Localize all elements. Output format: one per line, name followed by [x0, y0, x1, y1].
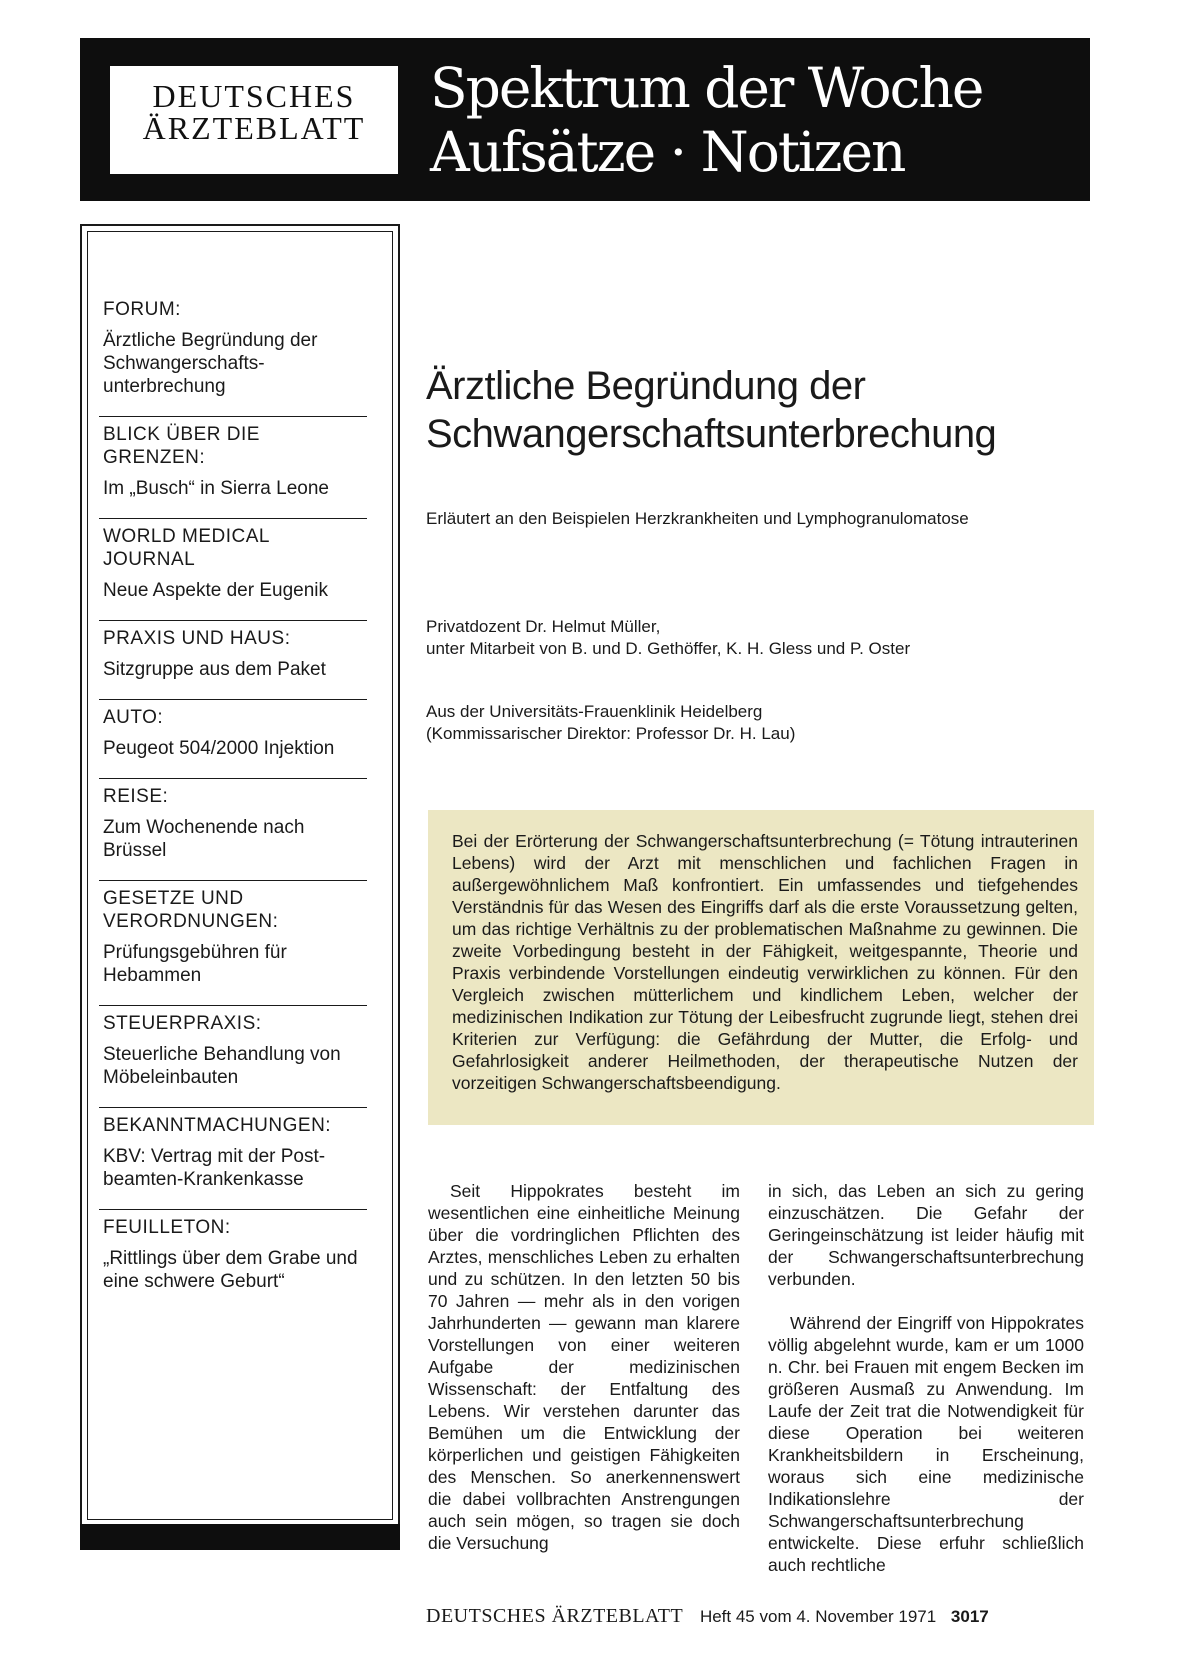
- page-footer: [426, 1604, 1090, 1629]
- toc-title: Sitzgruppe aus dem Paket: [103, 659, 326, 680]
- section-title-line-1: Spektrum der Woche: [430, 56, 983, 120]
- toc-category: REISE:: [103, 786, 169, 807]
- toc-title: Im „Busch“ in Sierra Leone: [103, 478, 329, 499]
- footer-issue: Heft 45 vom 4. November 1971: [699, 1607, 937, 1626]
- coauthors-line: unter Mitarbeit von B. und D. Gethöffer, K. H. Gless und P. Oster: [426, 639, 911, 658]
- article-affiliation: [426, 701, 1106, 745]
- toc-category: WORLD MEDICAL JOURNAL: [103, 526, 270, 570]
- toc-section: [99, 779, 367, 881]
- toc-section: [99, 1108, 367, 1210]
- affiliation-line: Aus der Universitäts-Frauenklinik Heidelberg: [426, 702, 763, 721]
- author-line: Privatdozent Dr. Helmut Müller,: [426, 617, 661, 636]
- body-paragraph: in sich, das Leben an sich zu gering einzuschätzen. Die Gefahr der Geringeinschätzung ist leider häufig mit der Schwangerschaftsunterbrechung verbunden.: [768, 1181, 1084, 1289]
- toc-section: [99, 1006, 367, 1108]
- masthead: [80, 38, 1090, 201]
- article-title-line-2: Schwangerschaftsunterbrechung: [426, 412, 997, 456]
- toc-section: [99, 417, 367, 519]
- toc-section: [99, 621, 367, 700]
- toc-title: Steuerliche Behandlung von Möbeleinbauten: [103, 1044, 341, 1088]
- toc-section: [99, 881, 367, 1006]
- toc-category: AUTO:: [103, 707, 164, 728]
- body-column-1: [428, 1180, 740, 1576]
- section-title-line-2: Aufsätze · Notizen: [430, 120, 905, 184]
- article-authors: [426, 616, 1106, 660]
- footer-journal-name: DEUTSCHES ÄRZTEBLATT: [426, 1605, 684, 1627]
- article-title-line-1: Ärztliche Begründung der: [426, 364, 866, 408]
- toc-title: Zum Wochenende nach Brüssel: [103, 817, 305, 861]
- toc-category: GESETZE UND VERORDNUNGEN:: [103, 888, 279, 932]
- article-title: [426, 362, 1096, 458]
- toc-category: STEUERPRAXIS:: [103, 1013, 262, 1034]
- toc-title: Neue Aspekte der Eugenik: [103, 580, 328, 601]
- toc-section: [99, 1210, 367, 1311]
- toc-category: BEKANNTMACHUNGEN:: [103, 1115, 332, 1136]
- sidebar-bottom-bar: [80, 1524, 400, 1550]
- contents-sidebar: [80, 224, 400, 1550]
- logo-line-1: DEUTSCHES: [152, 78, 356, 114]
- logo-line-2: ÄRZTEBLATT: [142, 110, 366, 146]
- toc-category: FEUILLETON:: [103, 1217, 231, 1238]
- toc-category: PRAXIS UND HAUS:: [103, 628, 291, 649]
- toc-title: KBV: Vertrag mit der Post-beamten-Krankenkasse: [103, 1146, 326, 1190]
- toc-title: „Rittlings über dem Grabe und eine schwere Geburt“: [103, 1248, 358, 1292]
- table-of-contents: [99, 292, 367, 1311]
- toc-category: FORUM:: [103, 299, 181, 320]
- body-column-2: [768, 1180, 1084, 1598]
- toc-category: BLICK ÜBER DIE GRENZEN:: [103, 424, 260, 468]
- abstract-text: Bei der Erörterung der Schwangerschaftsunterbrechung (= Tötung intrauterinen Lebens) wird der Arzt mit menschlichen und fachlichen Fragen in außergewöhnlichem Maß konfrontiert. Ein umfassendes und tiefgehendes Verständnis für das Wesen des Eingriffs darf als die erste Voraussetzung gelten, um das richtige Verhältnis zu der problematischen Maßnahme zu gewinnen. Die zweite Vorbedingung besteht in der Fähigkeit, weitgespannte, Theorie und Praxis verbindende Vorstellungen eindeutig verwirklichen zu können. Für den Vergleich zwischen mütterlichem und kindlichem Leben, welcher der medizinischen Indikation zur Tötung der Leibesfrucht zugrunde liegt, stehen drei Kriterien zur Verfügung: die Gefährdung der Mutter, die Erfolg- und Gefahrlosigkeit anderer Heilmethoden, der therapeutische Nutzen der vorzeitigen Schwangerschaftsbeendigung.: [452, 831, 1078, 1093]
- toc-section: [99, 292, 367, 417]
- toc-title: Prüfungsgebühren für Hebammen: [103, 942, 287, 986]
- director-line: (Kommissarischer Direktor: Professor Dr. H. Lau): [426, 724, 796, 743]
- article-subtitle: Erläutert an den Beispielen Herzkrankheiten und Lymphogranulomatose: [426, 509, 969, 528]
- abstract-box: [428, 810, 1094, 1125]
- body-paragraph: Seit Hippokrates besteht im wesentlichen eine einheitliche Meinung über die vordringlichen Pflichten des Arztes, menschliches Leben zu erhalten und zu schützen. In den letzten 50 bis 70 Jahren — mehr als in den vorigen Jahrhunderten — gewann man klarere Vorstellungen von einer weiteren Aufgabe der medizinischen Wissenschaft: der Entfaltung des Lebens. Wir verstehen darunter das Bemühen um die Entwicklung der körperlichen und geistigen Fähigkeiten des Menschen. So anerkennenswert die dabei vollbrachten Anstrengungen auch sein mögen, so tragen sie doch die Versuchung: [428, 1181, 740, 1553]
- toc-section: [99, 519, 367, 621]
- toc-title: Ärztliche Begründung der Schwangerschafts-unterbrechung: [103, 330, 318, 397]
- body-paragraph: Während der Eingriff von Hippokrates völlig abgelehnt wurde, kam er um 1000 n. Chr. bei Frauen mit engem Becken im größeren Ausmaß zu Anwendung. Im Laufe der Zeit trat die Notwendigkeit für diese Operation bei weiteren Krankheitsbildern in Erscheinung, woraus sich eine medizinische Indikationslehre der Schwangerschaftsunterbrechung entwickelte. Diese erfuhr schließlich auch rechtliche: [768, 1313, 1084, 1575]
- toc-section: [99, 700, 367, 779]
- page-number: 3017: [950, 1607, 989, 1626]
- section-title: [430, 56, 982, 184]
- journal-logo: [110, 66, 398, 174]
- toc-title: Peugeot 504/2000 Injektion: [103, 738, 335, 759]
